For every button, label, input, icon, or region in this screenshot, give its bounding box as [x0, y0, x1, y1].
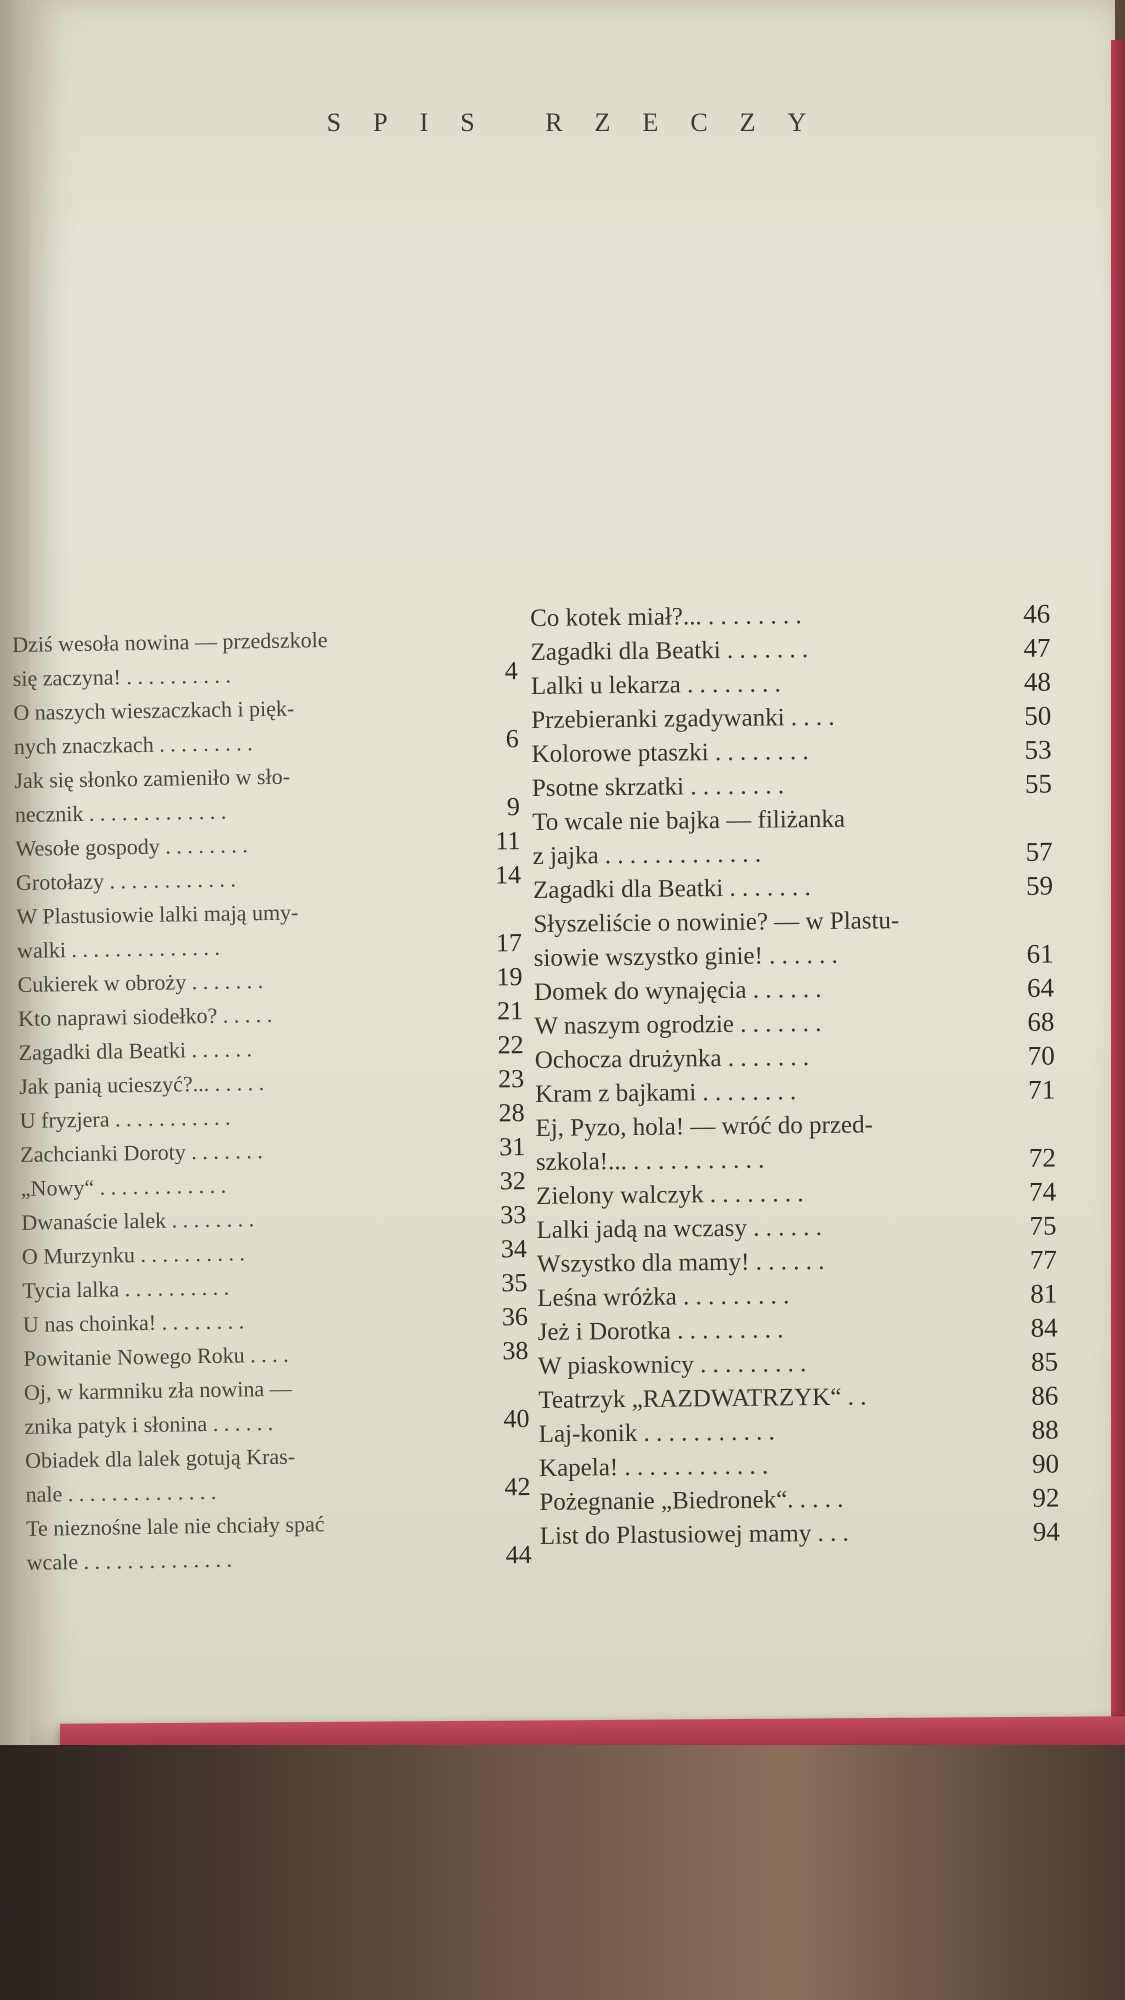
toc-entry-title: Lalki u lekarza . . . . . . . . — [530, 670, 781, 700]
toc-entry — [531, 733, 1051, 772]
toc-entry-title: Cukierek w obroży . . . . . . . — [17, 968, 264, 997]
toc-entry — [539, 1481, 1059, 1520]
toc-entry-title: Domek do wynajęcia . . . . . . — [533, 975, 822, 1006]
toc-entry-page-number: 72 — [1028, 1142, 1057, 1173]
toc-entry — [538, 1379, 1058, 1418]
toc-entry-title: Leśna wróżka . . . . . . . . . — [537, 1282, 790, 1312]
toc-entry — [531, 665, 1051, 704]
toc-entry-title: „Nowy“ . . . . . . . . . . . . — [20, 1172, 227, 1201]
toc-entry-page-number: 53 — [1024, 734, 1052, 765]
toc-entry-title: Zielony walczyk . . . . . . . . — [536, 1180, 804, 1210]
toc-entry-title: W piaskownicy . . . . . . . . . — [537, 1350, 807, 1380]
toc-entry-title: Słyszeliście o nowinie? — w Plastu- siowie wszystko ginie! . . . . . . — [533, 907, 900, 972]
toc-entry-title: Dwanaście lalek . . . . . . . . — [21, 1206, 255, 1235]
toc-entry-page-number: 57 — [1025, 836, 1053, 867]
toc-entry-title: Jak panią ucieszyć?... . . . . . — [19, 1070, 265, 1099]
toc-entry-page-number: 74 — [1029, 1176, 1057, 1207]
toc-entry-page-number: 22 — [497, 1030, 524, 1060]
toc-entry — [536, 1175, 1056, 1214]
toc-entry-page-number: 50 — [1024, 700, 1052, 731]
toc-entry — [535, 1073, 1055, 1112]
toc-entry-page-number: 92 — [1032, 1482, 1060, 1513]
toc-entry-page-number: 32 — [499, 1166, 526, 1196]
toc-entry-title: O naszych wieszaczkach i pięk- nych znaczkach . . . . . . . . . — [13, 695, 295, 759]
toc-entry-page-number: 38 — [502, 1335, 529, 1366]
toc-entry-page-number: 40 — [503, 1403, 530, 1434]
toc-entry — [535, 1107, 1056, 1180]
toc-entry-page-number: 71 — [1027, 1074, 1056, 1105]
toc-entry-title: To wcale nie bajka — filiżanka z jajka . . . . . . . . . . . . . — [532, 805, 846, 870]
toc-entry — [533, 903, 1054, 976]
toc-entry-page-number: 4 — [504, 656, 518, 686]
toc-entry-title: Kapela! . . . . . . . . . . . . — [538, 1452, 769, 1482]
toc-entry-title: Dziś wesoła nowina — przedszkole się zaczyna! . . . . . . . . . . — [12, 627, 328, 691]
toc-entry-title: Kto naprawi siodełko? . . . . . — [17, 1001, 273, 1031]
toc-entry-page-number: 36 — [501, 1301, 529, 1332]
toc-entry-page-number: 34 — [500, 1233, 528, 1264]
toc-entry-title: Jeż i Dorotka . . . . . . . . . — [537, 1316, 784, 1346]
toc-entry — [14, 756, 520, 832]
toc-entry — [534, 971, 1054, 1010]
toc-entry — [532, 767, 1052, 806]
toc-entry-page-number: 44 — [505, 1539, 532, 1570]
toc-entry-page-number: 47 — [1023, 632, 1051, 663]
toc-entry — [532, 801, 1053, 874]
toc-entry-page-number: 88 — [1031, 1414, 1059, 1445]
toc-entry-title: Jak się słonko zamieniło w sło- necznik . . . . . . . . . . . . . — [14, 763, 291, 827]
toc-entry — [540, 1515, 1060, 1554]
toc-entry-page-number: 61 — [1026, 938, 1054, 969]
toc-entry-page-number: 75 — [1029, 1210, 1057, 1241]
toc-entry-title: List do Plastusiowej mamy . . . — [539, 1519, 849, 1550]
toc-entry-title: Psotne skrzatki . . . . . . . . — [531, 772, 785, 802]
toc-entry-title: Kram z bajkami . . . . . . . . — [535, 1078, 797, 1108]
toc-entry-page-number: 23 — [497, 1064, 525, 1094]
toc-entry-title: U nas choinka! . . . . . . . . — [22, 1308, 245, 1337]
toc-entry-title: Lalki jadą na wczasy . . . . . . — [536, 1213, 823, 1244]
toc-entry-title: Powitanie Nowego Roku . . . . — [23, 1341, 289, 1371]
toc-entry — [536, 1209, 1056, 1248]
toc-entry-title: Zagadki dla Beatki . . . . . . . — [532, 874, 811, 904]
toc-entry-title: Zagadki dla Beatki . . . . . . — [18, 1036, 253, 1065]
toc-entry-page-number: 35 — [501, 1267, 528, 1298]
toc-entry-title: Ej, Pyzo, hola! — wróć do przed- szkola!... . . . . . . . . . . . — [535, 1111, 874, 1176]
toc-entry-title: U fryzjera . . . . . . . . . . . — [19, 1104, 231, 1133]
toc-entry-page-number: 59 — [1025, 870, 1054, 901]
toc-entry-page-number: 11 — [495, 826, 521, 856]
toc-entry-page-number: 21 — [496, 996, 524, 1026]
toc-entry-title: Ochocza drużynka . . . . . . . — [534, 1044, 810, 1074]
toc-entry-page-number: 17 — [495, 928, 523, 958]
toc-entry — [530, 631, 1050, 670]
toc-entry — [13, 688, 519, 764]
toc-entry-page-number: 64 — [1026, 972, 1055, 1003]
toc-entry — [539, 1413, 1059, 1452]
toc-entry-page-number: 70 — [1027, 1040, 1055, 1071]
toc-entry-page-number: 90 — [1031, 1448, 1060, 1479]
toc-entry-page-number: 48 — [1023, 666, 1052, 697]
toc-entry-page-number: 28 — [498, 1098, 525, 1128]
toc-entry-title: Kolorowe ptaszki . . . . . . . . — [531, 738, 809, 768]
toc-entry — [24, 1368, 530, 1444]
toc-entry-title: Tycia lalka . . . . . . . . . . — [22, 1274, 230, 1303]
toc-entry-title: Teatrzyk „RAZDWATRZYK“ . . — [538, 1383, 867, 1414]
toc-entry — [531, 699, 1051, 738]
toc-entry-page-number: 81 — [1030, 1278, 1058, 1309]
toc-entry-page-number: 85 — [1030, 1346, 1059, 1377]
toc-entry-page-number: 42 — [504, 1471, 531, 1502]
toc-entry — [534, 1005, 1054, 1044]
toc-entry-title: Przebieranki zgadywanki . . . . — [531, 703, 835, 734]
toc-entry — [25, 1436, 531, 1512]
toc-entry — [537, 1277, 1057, 1316]
toc-entry-title: Wszystko dla mamy! . . . . . . — [536, 1247, 825, 1278]
toc-entry-title: Pożegnanie „Biedronek“. . . . . — [539, 1485, 844, 1516]
toc-entry — [12, 620, 518, 696]
toc-entry-page-number: 6 — [505, 724, 520, 754]
toc-entry — [26, 1504, 532, 1580]
toc-entry — [537, 1311, 1057, 1350]
toc-entry-title: Co kotek miał?... . . . . . . . . — [530, 602, 802, 632]
toc-entry — [535, 1039, 1055, 1078]
toc-entry-title: Te nieznośne lale nie chciały spać wcale . . . . . . . . . . . . . . — [25, 1511, 325, 1575]
toc-entry — [539, 1447, 1059, 1486]
toc-entry-page-number: 86 — [1031, 1380, 1059, 1411]
toc-entry-title: W Plastusiowie lalki mają umy- walki . . . . . . . . . . . . . . — [16, 899, 299, 963]
toc-entry-title: O Murzynku . . . . . . . . . . — [21, 1240, 246, 1269]
toc-entry-title: Grotołazy . . . . . . . . . . . . — [15, 866, 237, 895]
book-cover-edge-right — [1111, 40, 1125, 1750]
toc-entry-page-number: 84 — [1030, 1312, 1058, 1343]
toc-entry-page-number: 55 — [1024, 768, 1053, 799]
toc-entry-page-number: 94 — [1032, 1516, 1060, 1547]
toc-entry-title: Zagadki dla Beatki . . . . . . . — [530, 636, 809, 666]
toc-entry — [537, 1243, 1057, 1282]
toc-entry-title: Oj, w karmniku zła nowina — znika patyk i słonina . . . . . . — [23, 1375, 292, 1439]
toc-entry-page-number: 14 — [494, 860, 522, 890]
page-title: SPIS RZECZY — [326, 108, 839, 137]
toc-entry-title: Obiadek dla lalek gotują Kras- nale . . . . . . . . . . . . . . — [24, 1443, 296, 1507]
toc-entry-title: W naszym ogrodzie . . . . . . . — [534, 1009, 822, 1040]
toc-entry-page-number: 31 — [498, 1132, 526, 1162]
toc-entry — [530, 597, 1050, 636]
toc-entry — [538, 1345, 1058, 1384]
toc-entry-title: Laj-konik . . . . . . . . . . . — [538, 1418, 775, 1448]
toc-right-column — [530, 597, 1060, 1554]
toc-entry-title: Zachcianki Doroty . . . . . . . — [20, 1138, 263, 1167]
toc-entry — [533, 869, 1053, 908]
toc-entry-page-number: 46 — [1022, 598, 1051, 629]
toc-entry-page-number: 9 — [506, 792, 521, 822]
toc-entry — [16, 892, 522, 968]
toc-entry-page-number: 19 — [496, 962, 523, 992]
toc-entry-page-number: 77 — [1029, 1244, 1058, 1275]
table-surface — [0, 1745, 1125, 2000]
toc-entry-title: Wesołe gospody . . . . . . . . — [15, 832, 248, 861]
toc-entry-page-number: 33 — [500, 1199, 527, 1230]
toc-left-column — [12, 620, 532, 1580]
toc-entry-page-number: 68 — [1027, 1006, 1055, 1037]
